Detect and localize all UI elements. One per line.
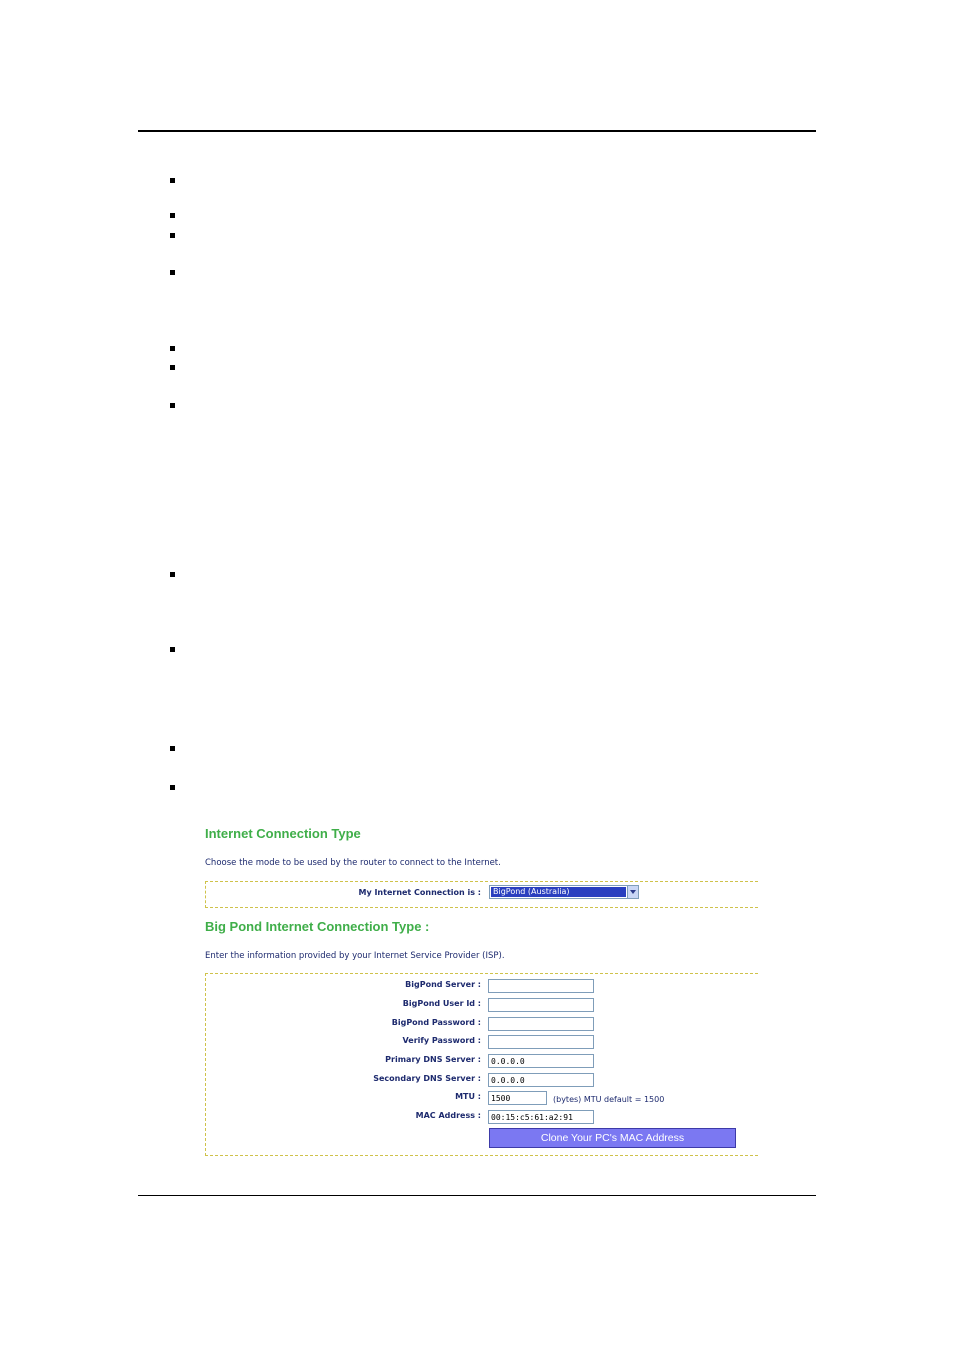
- connection-selector-label: My Internet Connection is :: [358, 888, 481, 897]
- bullet: [170, 213, 175, 218]
- bullet: [170, 647, 175, 652]
- bullet: [170, 270, 175, 275]
- bullet: [170, 365, 175, 370]
- primary-dns-input[interactable]: 0.0.0.0: [488, 1054, 594, 1068]
- secondary-dns-label: Secondary DNS Server :: [373, 1074, 481, 1083]
- bigpond-description: Enter the information provided by your Internet Service Provider (ISP).: [205, 951, 505, 961]
- bullet: [170, 403, 175, 408]
- primary-dns-label: Primary DNS Server :: [385, 1055, 481, 1064]
- bigpond-server-input[interactable]: [488, 979, 594, 993]
- verify-password-input[interactable]: [488, 1035, 594, 1049]
- bigpond-user-id-input[interactable]: [488, 998, 594, 1012]
- bullet: [170, 346, 175, 351]
- mtu-note: (bytes) MTU default = 1500: [553, 1095, 665, 1104]
- bullet: [170, 785, 175, 790]
- bullet: [170, 746, 175, 751]
- bullet: [170, 572, 175, 577]
- connection-type-selected-value: BigPond (Australia): [491, 887, 626, 897]
- connection-type-select[interactable]: [489, 885, 639, 899]
- mtu-label: MTU :: [455, 1092, 481, 1101]
- clone-mac-button[interactable]: Clone Your PC's MAC Address: [489, 1128, 736, 1148]
- bigpond-title: Big Pond Internet Connection Type :: [205, 919, 430, 934]
- bigpond-password-label: BigPond Password :: [391, 1018, 481, 1027]
- secondary-dns-input[interactable]: 0.0.0.0: [488, 1073, 594, 1087]
- mac-address-label: MAC Address :: [415, 1111, 481, 1120]
- bullet: [170, 233, 175, 238]
- bullet: [170, 178, 175, 183]
- connection-type-panel: [205, 881, 758, 908]
- footer-rule: [138, 1195, 816, 1196]
- header-rule: [138, 130, 816, 132]
- connection-type-title: Internet Connection Type: [205, 826, 361, 841]
- connection-type-description: Choose the mode to be used by the router to connect to the Internet.: [205, 858, 501, 868]
- bigpond-settings-panel: [205, 973, 758, 1156]
- bigpond-server-label: BigPond Server :: [405, 980, 481, 989]
- mtu-input[interactable]: 1500: [488, 1091, 547, 1105]
- mac-address-input[interactable]: 00:15:c5:61:a2:91: [488, 1110, 594, 1124]
- bigpond-user-id-label: BigPond User Id :: [402, 999, 481, 1008]
- chevron-down-icon[interactable]: [627, 886, 638, 898]
- verify-password-label: Verify Password :: [402, 1036, 481, 1045]
- bigpond-password-input[interactable]: [488, 1017, 594, 1031]
